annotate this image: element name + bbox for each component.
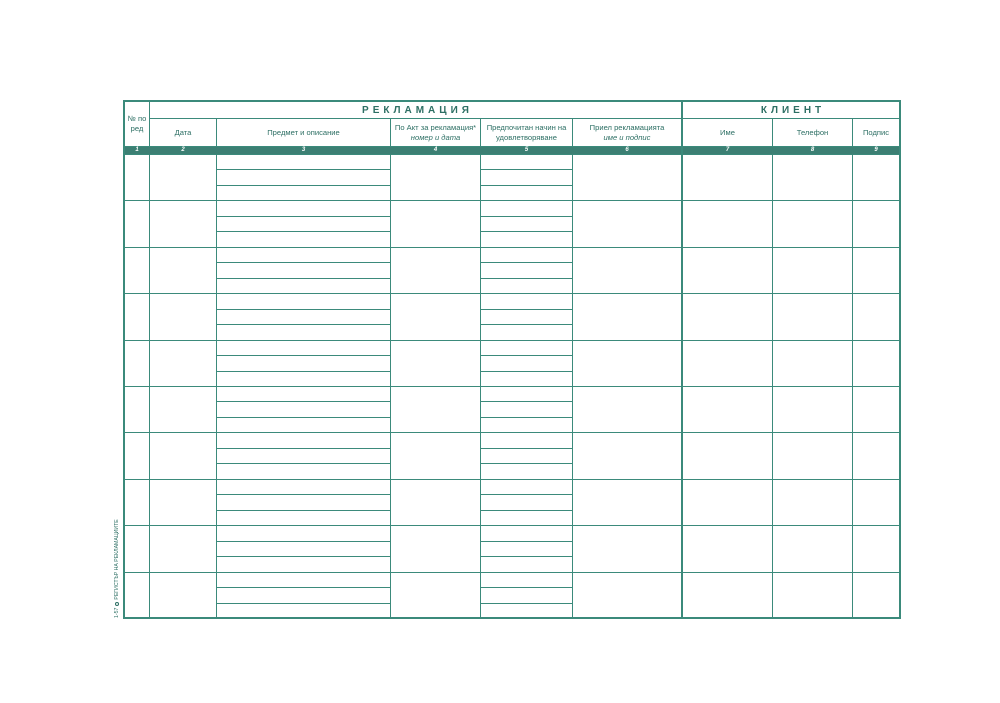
preferred-resolution-line (481, 418, 573, 433)
client-signature-cell (853, 387, 901, 433)
preferred-resolution-line (481, 263, 573, 278)
client-name-cell (683, 387, 773, 433)
subject-line (217, 604, 391, 619)
act-reference-cell (391, 341, 481, 387)
preferred-resolution-line (481, 604, 573, 619)
act-reference-cell (391, 201, 481, 247)
subject-line (217, 186, 391, 201)
preferred-resolution-line (481, 526, 573, 541)
subject-line (217, 511, 391, 526)
act-reference-cell (391, 387, 481, 433)
client-name-cell (683, 480, 773, 526)
accepted-by-cell (573, 294, 683, 340)
subject-line (217, 325, 391, 340)
client-name-cell (683, 201, 773, 247)
preferred-resolution-line (481, 310, 573, 325)
client-phone-cell (773, 248, 853, 294)
column-number-3: 3 (217, 147, 391, 155)
accepted-by-cell (573, 201, 683, 247)
client-name-cell (683, 433, 773, 479)
subject-line (217, 387, 391, 402)
form-code: 1-57 (114, 607, 120, 618)
subject-line (217, 170, 391, 185)
client-name-column-header (683, 119, 773, 147)
client-phone-cell (773, 294, 853, 340)
preferred-resolution-line (481, 170, 573, 185)
subject-line (217, 557, 391, 572)
client-name-cell (683, 573, 773, 619)
client-phone-cell (773, 201, 853, 247)
preferred-resolution-line (481, 557, 573, 572)
row-number-cell (125, 248, 150, 294)
row-number-cell (125, 341, 150, 387)
client-signature-cell (853, 341, 901, 387)
date-cell (150, 248, 217, 294)
client-phone-cell (773, 341, 853, 387)
subject-line (217, 418, 391, 433)
preferred-resolution-line (481, 402, 573, 417)
preferred-resolution-line (481, 464, 573, 479)
row-number-cell (125, 294, 150, 340)
client-phone-cell (773, 573, 853, 619)
date-cell (150, 526, 217, 572)
client-name-cell (683, 155, 773, 201)
subject-line (217, 433, 391, 448)
date-cell (150, 480, 217, 526)
preferred-resolution-line (481, 248, 573, 263)
subject-line (217, 356, 391, 371)
accepted-by-cell (573, 480, 683, 526)
client-name-column-label: Име (720, 127, 735, 137)
row-number-header (125, 102, 150, 147)
date-cell (150, 387, 217, 433)
subject-column-header (217, 119, 391, 147)
subject-line (217, 526, 391, 541)
client-signature-cell (853, 155, 901, 201)
client-group-header: КЛИЕНТ (683, 102, 901, 119)
resolution-column-label-line-1: Предпочитан начин на (486, 122, 567, 132)
preferred-resolution-line (481, 201, 573, 216)
act-reference-cell (391, 433, 481, 479)
subject-line (217, 480, 391, 495)
preferred-resolution-line (481, 279, 573, 294)
act-reference-cell (391, 526, 481, 572)
accepted-by-column-header (573, 119, 683, 147)
preferred-resolution-line (481, 495, 573, 510)
client-name-cell (683, 248, 773, 294)
subject-line (217, 201, 391, 216)
accepted-by-cell (573, 341, 683, 387)
subject-line (217, 402, 391, 417)
subject-line (217, 372, 391, 387)
date-cell (150, 294, 217, 340)
row-number-label-line-1: № по (127, 114, 147, 123)
client-name-cell (683, 294, 773, 340)
row-number-cell (125, 573, 150, 619)
accepted-by-cell (573, 248, 683, 294)
client-phone-cell (773, 387, 853, 433)
preferred-resolution-line (481, 186, 573, 201)
column-number-6: 6 (573, 147, 683, 155)
publisher-logo-icon (115, 602, 119, 606)
resolution-column-label-line-2: удовлетворяване (496, 132, 557, 142)
row-number-cell (125, 526, 150, 572)
subject-line (217, 263, 391, 278)
preferred-resolution-line (481, 325, 573, 340)
date-cell (150, 573, 217, 619)
client-name-cell (683, 341, 773, 387)
subject-line (217, 217, 391, 232)
subject-line (217, 449, 391, 464)
subject-line (217, 155, 391, 170)
date-cell (150, 155, 217, 201)
act-column-label: По Акт за рекламация* (394, 122, 477, 132)
row-number-cell (125, 433, 150, 479)
subject-line (217, 248, 391, 263)
preferred-resolution-line (481, 372, 573, 387)
row-number-cell (125, 201, 150, 247)
subject-line (217, 279, 391, 294)
client-signature-cell (853, 294, 901, 340)
client-phone-cell (773, 155, 853, 201)
act-reference-cell (391, 155, 481, 201)
subject-line (217, 294, 391, 309)
accepted-by-cell (573, 526, 683, 572)
accepted-by-cell (573, 433, 683, 479)
column-number-9: 9 (853, 147, 901, 155)
subject-line (217, 464, 391, 479)
date-cell (150, 341, 217, 387)
accepted-by-column-label: Приел рекламацията (589, 122, 665, 132)
row-number-cell (125, 387, 150, 433)
preferred-resolution-line (481, 387, 573, 402)
act-reference-cell (391, 294, 481, 340)
client-phone-column-label: Телефон (796, 127, 829, 137)
subject-line (217, 542, 391, 557)
preferred-resolution-line (481, 232, 573, 247)
act-column-header (391, 119, 481, 147)
act-reference-cell (391, 248, 481, 294)
subject-line (217, 310, 391, 325)
subject-line (217, 573, 391, 588)
date-cell (150, 201, 217, 247)
resolution-column-header (481, 119, 573, 147)
date-column-label: Дата (174, 127, 192, 137)
subject-line (217, 341, 391, 356)
complaint-group-header: РЕКЛАМАЦИЯ (150, 102, 683, 119)
client-phone-cell (773, 433, 853, 479)
client-phone-column-header (773, 119, 853, 147)
preferred-resolution-line (481, 480, 573, 495)
column-number-5: 5 (481, 147, 573, 155)
client-phone-cell (773, 480, 853, 526)
act-reference-cell (391, 480, 481, 526)
preferred-resolution-line (481, 573, 573, 588)
row-number-label-line-2: ред (130, 124, 144, 133)
client-signature-cell (853, 573, 901, 619)
preferred-resolution-line (481, 511, 573, 526)
preferred-resolution-line (481, 217, 573, 232)
client-phone-cell (773, 526, 853, 572)
preferred-resolution-line (481, 356, 573, 371)
act-column-sublabel: номер и дата (410, 132, 461, 142)
form-title: РЕГИСТЪР НА РЕКЛАМАЦИИТЕ (114, 519, 120, 600)
act-reference-cell (391, 573, 481, 619)
preferred-resolution-line (481, 449, 573, 464)
row-number-cell (125, 480, 150, 526)
column-number-8: 8 (773, 147, 853, 155)
row-number-cell (125, 155, 150, 201)
column-number-2: 2 (150, 147, 217, 155)
preferred-resolution-line (481, 433, 573, 448)
preferred-resolution-line (481, 341, 573, 356)
accepted-by-cell (573, 573, 683, 619)
subject-line (217, 495, 391, 510)
client-signature-cell (853, 201, 901, 247)
date-cell (150, 433, 217, 479)
preferred-resolution-line (481, 542, 573, 557)
date-column-header (150, 119, 217, 147)
client-signature-cell (853, 480, 901, 526)
subject-line (217, 588, 391, 603)
client-signature-cell (853, 526, 901, 572)
client-signature-cell (853, 248, 901, 294)
client-signature-column-header (853, 119, 901, 147)
client-signature-cell (853, 433, 901, 479)
register-table (123, 100, 901, 619)
accepted-by-cell (573, 155, 683, 201)
column-number-4: 4 (391, 147, 481, 155)
accepted-by-column-sublabel: име и подпис (603, 132, 651, 142)
client-signature-column-label: Подпис (862, 127, 890, 137)
column-number-7: 7 (683, 147, 773, 155)
client-name-cell (683, 526, 773, 572)
preferred-resolution-line (481, 588, 573, 603)
preferred-resolution-line (481, 294, 573, 309)
accepted-by-cell (573, 387, 683, 433)
column-number-1: 1 (125, 147, 150, 155)
form-footer-label (114, 519, 120, 618)
subject-column-label: Предмет и описание (267, 127, 340, 137)
preferred-resolution-line (481, 155, 573, 170)
subject-line (217, 232, 391, 247)
